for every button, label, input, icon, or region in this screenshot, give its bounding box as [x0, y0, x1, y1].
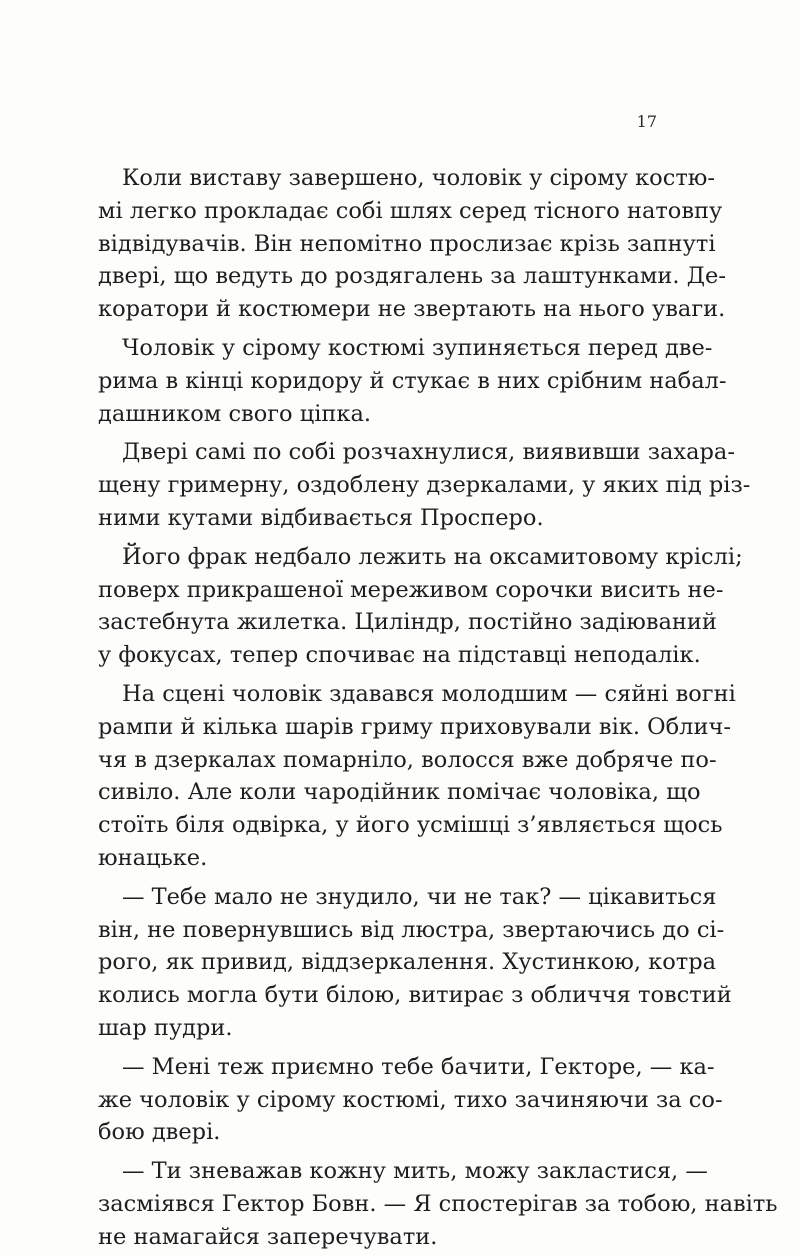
paragraph	[98, 162, 726, 326]
paragraph	[98, 1051, 723, 1149]
text-line: бою двері.	[98, 1119, 221, 1146]
text-line: щену гримерну, оздоблену дзеркалами, у яких під різ-	[98, 472, 751, 499]
text-line: засміявся Гектор Бовн. — Я спостерігав за тобою, навіть	[98, 1190, 778, 1217]
text-line: рого, як привид, віддзеркалення. Хустинкою, котра	[98, 949, 717, 976]
text-line: сивіло. Але коли чародійник помічає чоловіка, що	[98, 779, 701, 806]
text-line: юнацьке.	[98, 844, 208, 871]
text-line: рампи й кілька шарів гриму приховували вік. Облич-	[98, 713, 731, 740]
text-line: Його фрак недбало лежить на оксамитовому кріслі;	[122, 543, 743, 570]
text-line: Двері самі по собі розчахнулися, виявивши захара-	[122, 439, 735, 466]
paragraph	[98, 541, 743, 672]
text-line: поверх прикрашеної мереживом сорочки висить не-	[98, 576, 724, 603]
text-line: На сцені чоловік здавався молодшим — сяйні вогні	[122, 680, 736, 707]
text-line: не намагайся заперечувати.	[98, 1223, 438, 1250]
text-line: стоїть біля одвірка, у його усмішці з’являється щось	[98, 812, 723, 839]
text-line: він, не повернувшись від люстра, звертаючись до сі-	[98, 916, 725, 943]
text-line: застебнута жилетка. Циліндр, постійно задіюваний	[98, 609, 717, 636]
text-line: — Мені теж приємно тебе бачити, Гекторе, — ка-	[122, 1053, 715, 1080]
paragraph	[98, 332, 727, 430]
paragraph	[98, 881, 732, 1045]
paragraph	[98, 1155, 778, 1253]
text-line: чя в дзеркалах помарніло, волосся вже добряче по-	[98, 746, 717, 773]
paragraph	[98, 436, 751, 534]
text-line: же чоловік у сірому костюмі, тихо зачиняючи за со-	[98, 1086, 723, 1113]
text-line: у фокусах, тепер спочиває на підставці неподалік.	[98, 642, 701, 669]
paragraph	[98, 678, 736, 875]
body-text	[98, 162, 778, 1260]
text-line: дашником свого ціпка.	[98, 400, 372, 427]
text-line: відвідувачів. Він непомітно прослизає крізь запнуті	[98, 230, 716, 257]
text-line: шар пудри.	[98, 1014, 233, 1041]
text-line: колись могла бути білою, витирає з обличчя товстий	[98, 982, 732, 1009]
text-line: — Ти зневажав кожну мить, можу закластися, —	[122, 1158, 708, 1185]
text-line: рима в кінці коридору й стукає в них срібним набал-	[98, 367, 727, 394]
text-line: Коли виставу завершено, чоловік у сірому костю-	[122, 165, 715, 191]
text-line: коратори й костюмери не звертають на нього уваги.	[98, 296, 726, 323]
text-line: Чоловік у сірому костюмі зупиняється перед две-	[122, 334, 713, 361]
text-line: мі легко прокладає собі шлях серед тісного натовпу	[98, 197, 723, 224]
text-line: ними кутами відбивається Просперо.	[98, 504, 544, 531]
page-number: 17	[636, 112, 657, 131]
text-line: двері, що ведуть до роздягалень за лаштунками. Де-	[98, 263, 726, 290]
text-line: — Тебе мало не знудило, чи не так? — цікавиться	[122, 883, 717, 910]
